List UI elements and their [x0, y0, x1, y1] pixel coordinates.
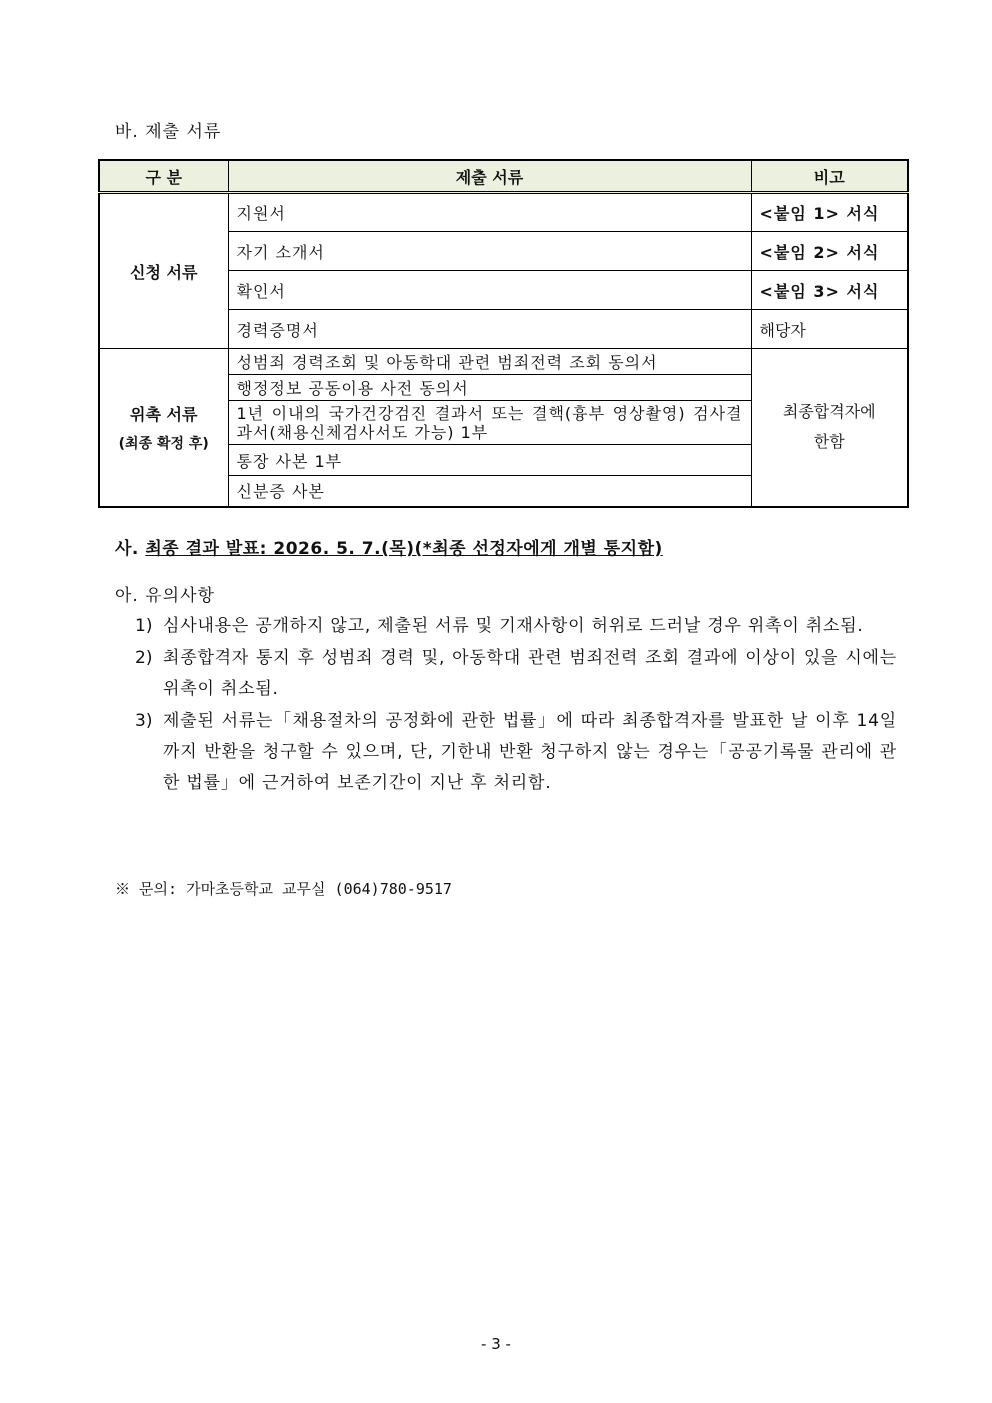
table-header-row [99, 160, 908, 193]
result-prefix: 사. [115, 539, 146, 559]
note-text: 심사내용은 공개하지 않고, 제출된 서류 및 기재사항이 허위로 드러날 경우 위촉이 취소됨. [163, 616, 864, 636]
section-title-notes: 아. 유의사항 [115, 586, 215, 606]
remark-cell: <붙임 3> 서식 [751, 271, 908, 310]
remark-cell-finalists [751, 349, 908, 507]
note-text: 최종합격자 통지 후 성범죄 경력 및, 아동학대 관련 범죄전력 조회 결과에 이상이 있을 시에는 위촉이 취소됨. [163, 648, 897, 699]
category-application-docs [99, 193, 228, 349]
header-documents: 제출 서류 [228, 160, 751, 193]
remark-text: 최종합격자에 한함 [782, 402, 876, 452]
notes-list [135, 611, 897, 800]
table-row [99, 349, 908, 375]
category-label: 위촉 서류 [130, 404, 198, 424]
list-item [135, 643, 897, 705]
submission-docs-table [98, 159, 909, 508]
category-label: 신청 서류 [130, 262, 198, 282]
doc-cell: 확인서 [228, 271, 751, 310]
table-row [99, 193, 908, 232]
contact-info: ※ 문의: 가마초등학교 교무실 (064)780-9517 [115, 880, 452, 898]
doc-cell: 경력증명서 [228, 310, 751, 349]
section-title-submission-docs: 바. 제출 서류 [115, 122, 222, 142]
note-text: 제출된 서류는「채용절차의 공정화에 관한 법률」에 따라 최종합격자를 발표한 날 이후 14일까지 반환을 청구할 수 있으며, 단, 기한내 반환 청구하지 않는 경우는「공공기록물 관리에 관한 법률」에 근거하여 보존기간이 지난 후 처리함. [163, 711, 897, 793]
header-remarks: 비고 [751, 160, 908, 193]
doc-cell: 성범죄 경력조회 및 아동학대 관련 범죄전력 조회 동의서 [228, 349, 751, 375]
doc-cell: 1년 이내의 국가건강검진 결과서 또는 결핵(흉부 영상촬영) 검사결과서(채용신체검사서도 가능) 1부 [228, 401, 751, 445]
result-announcement [115, 534, 663, 559]
doc-cell: 자기 소개서 [228, 232, 751, 271]
note-number: 1) [135, 616, 153, 636]
doc-cell: 신분증 사본 [228, 476, 751, 507]
result-text: 최종 결과 발표: 2026. 5. 7.(목)(*최종 선정자에게 개별 통지함) [145, 539, 663, 559]
doc-cell: 지원서 [228, 193, 751, 232]
note-number: 2) [135, 648, 153, 668]
doc-cell: 통장 사본 1부 [228, 445, 751, 476]
page-number: - 3 - [481, 1335, 511, 1353]
list-item [135, 706, 897, 799]
list-item [135, 611, 897, 642]
doc-cell: 행정정보 공동이용 사전 동의서 [228, 375, 751, 401]
category-sublabel: (최종 확정 후) [118, 435, 209, 452]
category-appointment-docs [99, 349, 228, 507]
remark-cell: <붙임 1> 서식 [751, 193, 908, 232]
remark-cell: 해당자 [751, 310, 908, 349]
header-category: 구 분 [99, 160, 228, 193]
note-number: 3) [135, 711, 153, 731]
remark-cell: <붙임 2> 서식 [751, 232, 908, 271]
